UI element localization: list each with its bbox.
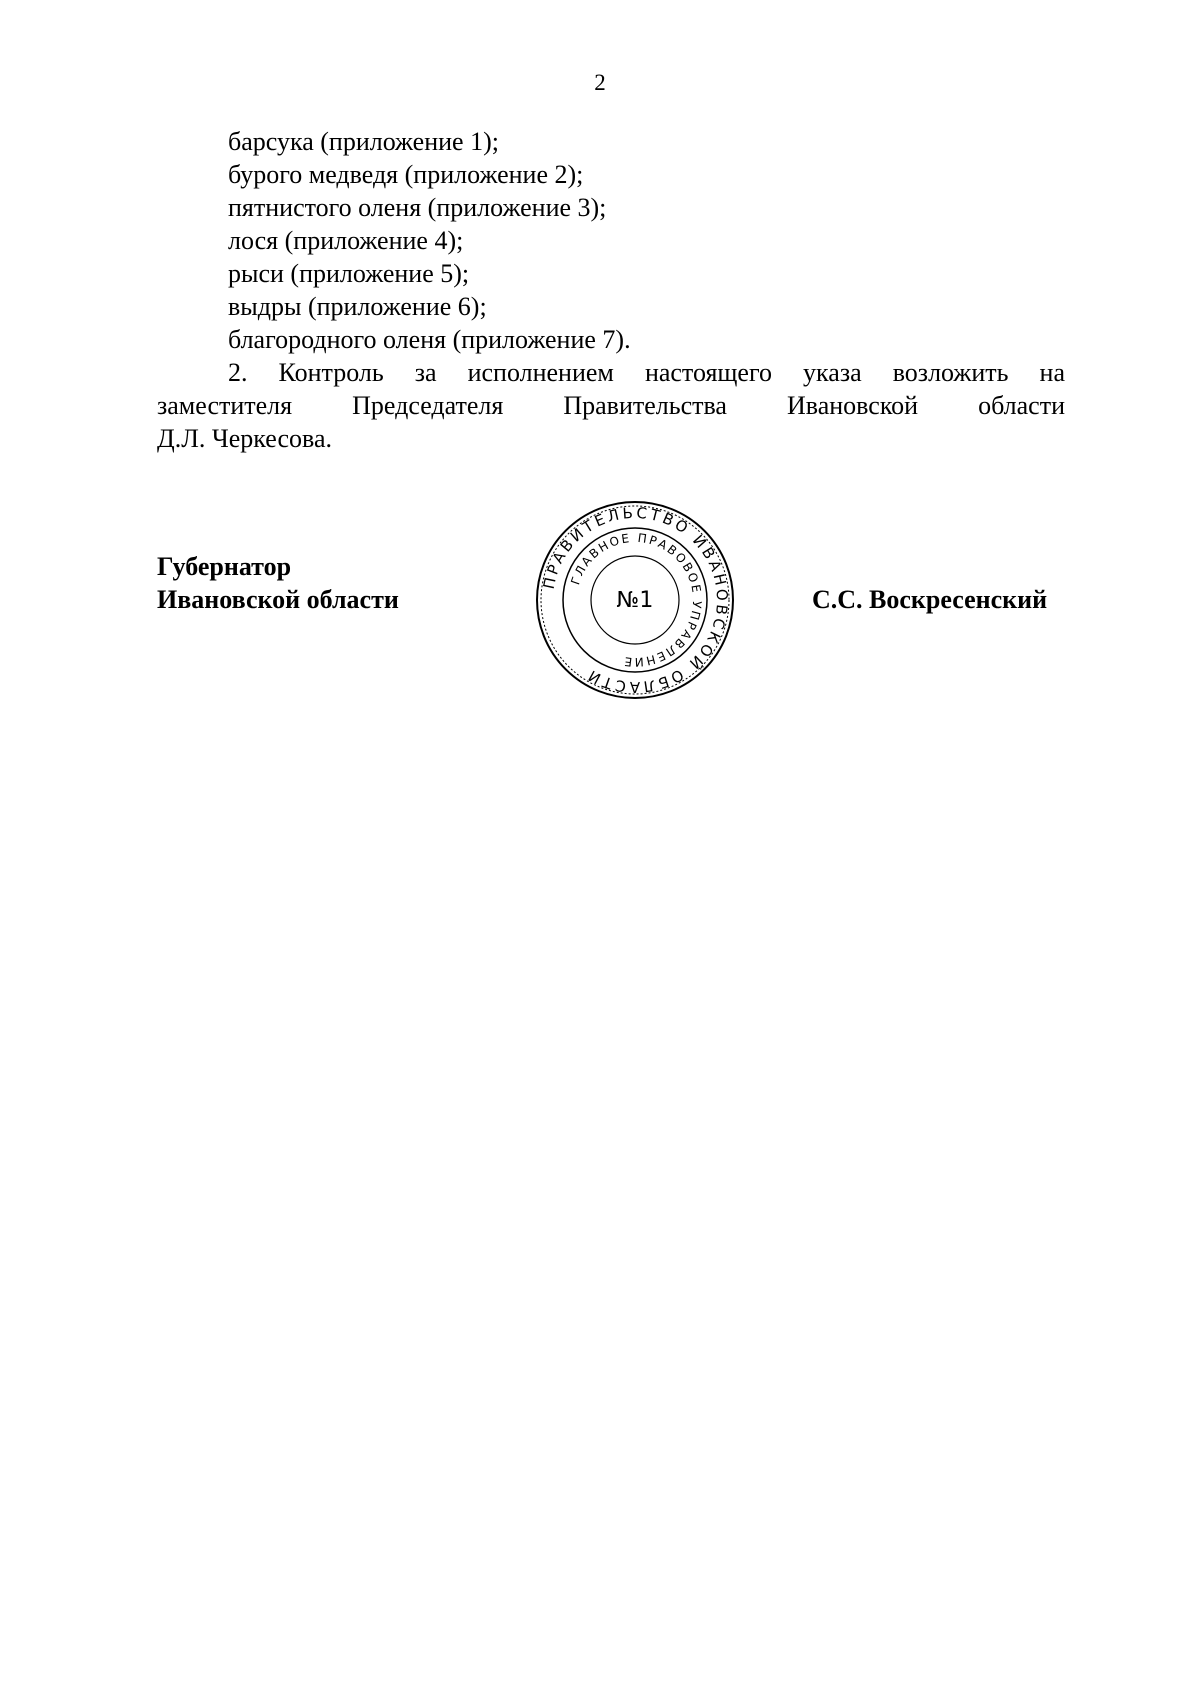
signature-title-line-2: Ивановской области bbox=[157, 585, 399, 614]
list-item-badger: барсука (приложение 1); bbox=[228, 127, 499, 156]
signature-name: С.С. Воскресенский bbox=[812, 585, 1048, 614]
page-number: 2 bbox=[594, 70, 606, 95]
paragraph-2-line-2: заместителя Председателя Правительства Ивановской области bbox=[157, 391, 1065, 420]
list-item-red-deer: благородного оленя (приложение 7). bbox=[228, 325, 631, 354]
official-stamp bbox=[535, 500, 735, 700]
list-item-spotted-deer: пятнистого оленя (приложение 3); bbox=[228, 193, 607, 222]
list-item-brown-bear: бурого медведя (приложение 2); bbox=[228, 160, 584, 189]
list-item-otter: выдры (приложение 6); bbox=[228, 292, 487, 321]
paragraph-2-line-3: Д.Л. Черкесова. bbox=[157, 424, 332, 453]
paragraph-2-line-1: 2. Контроль за исполнением настоящего указа возложить на bbox=[228, 358, 1065, 387]
signature-title-line-1: Губернатор bbox=[157, 552, 292, 581]
stamp-number: №1 bbox=[616, 588, 654, 613]
list-item-elk: лося (приложение 4); bbox=[228, 226, 464, 255]
stamp-outer-text: ПРАВИТЕЛЬСТВО ИВАНОВСКОЙ ОБЛАСТИ bbox=[539, 503, 732, 697]
list-item-lynx: рыси (приложение 5); bbox=[228, 259, 470, 288]
stamp-inner-text: ГЛАВНОЕ ПРАВОВОЕ УПРАВЛЕНИЕ bbox=[568, 530, 705, 670]
